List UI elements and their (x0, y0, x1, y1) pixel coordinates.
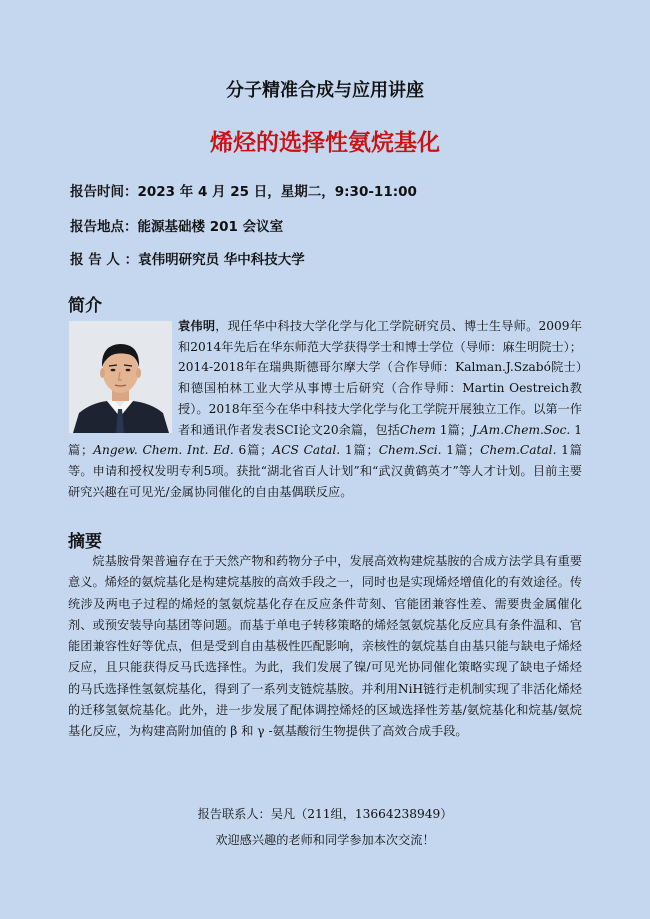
abstract-heading: 摘要 (68, 532, 102, 552)
lecture-series-title: 分子精准合成与应用讲座 (226, 80, 424, 101)
welcome-line: 欢迎感兴趣的老师和同学参加本次交流！ (215, 833, 435, 847)
time-row (70, 180, 417, 200)
bio-text: 1篇等。申请和授权发明专利5项。获批“湖北省百人计划”和“武汉黄鹤英才”等人才计划。目前主要研究兴趣在可见光/金属协同催化的自由基偶联反应。 (68, 443, 582, 499)
bio-text: 6篇； (233, 443, 273, 458)
journal-name: Chem.Catal. (480, 443, 557, 458)
time-value: 2023 年 4 月 25 日，星期二，9:30-11:00 (137, 184, 417, 200)
bio-text: 1篇； (340, 443, 379, 458)
lecture-title: 烯烃的选择性氨烷基化 (210, 130, 440, 156)
place-row (70, 215, 283, 235)
bio-text: 1篇； (441, 443, 481, 458)
speaker-name: 袁伟明 (178, 319, 216, 333)
journal-name: Angew. Chem. Int. Ed. (93, 443, 234, 458)
bio-text: 1篇； (435, 422, 473, 437)
bio-text: 1篇； (68, 422, 582, 458)
abstract-text: 烷基胺骨架普遍存在于天然产物和药物分子中，发展高效构建烷基胺的合成方法学具有重要意义。烯烃的氨烷基化是构建烷基胺的高效手段之一，同时也是实现烯烃增值化的有效途径。传统涉及两电子过程的烯烃的氢氨烷基化存在反应条件苛刻、官能团兼容性差、需要贵金属催化剂、或预安装导向基团等问题。而基于单电子转移策略的烯烃氢氨烷基化反应具有条件温和、官能团兼容性好等优点，但是受到自由基极性匹配影响，亲核性的氨烷基自由基只能与缺电子烯烃反应，且只能获得反马氏选择性。为此，我们发展了镍/可见光协同催化策略实现了缺电子烯烃的马氏选择性氢氨烷基化，得到了一系列支链烷基胺。并利用NiH链行走机制实现了非活化烯烃的迁移氢氨烷基化。此外，进一步发展了配体调控烯烃的区域选择性芳基/氨烷基化和烷基/氨烷基化反应，为构建高附加值的 β 和 γ -氨基酸衍生物提供了高效合成手段。 (68, 554, 582, 739)
place-label: 报告地点： (70, 219, 138, 235)
intro-heading: 简介 (68, 296, 102, 316)
place-value: 能源基础楼 201 会议室 (137, 219, 284, 235)
speaker-value: 袁伟明研究员 华中科技大学 (138, 252, 305, 268)
journal-name: ACS Catal. (272, 443, 341, 458)
speaker-bio (68, 316, 582, 502)
journal-name: Chem (399, 422, 436, 437)
time-label: 报告时间： (70, 184, 138, 200)
speaker-row (70, 248, 305, 268)
journal-name: J.Am.Chem.Soc. (472, 422, 571, 437)
bio-text: ，现任华中科技大学化学与化工学院研究员、博士生导师。2009年和2014年先后在华东师范大学获得学士和博士学位（导师：麻生明院士）；2014-2018年在瑞典斯德哥尔摩大学（合作导师：Kalman.J.Szabó院士）和德国柏林工业大学从事博士后研究（合作导师：Martin Oestreich教授）。2018年至今在华中科技大学化学与化工学院开展独立工作。以第一作者和通讯作者发表SCI论文20余篇，包括 (178, 319, 582, 437)
journal-name: Chem.Sci. (378, 443, 442, 458)
contact-line: 报告联系人：吴凡（211组，13664238949） (197, 807, 453, 821)
speaker-label: 报 告 人 ： (70, 252, 139, 268)
